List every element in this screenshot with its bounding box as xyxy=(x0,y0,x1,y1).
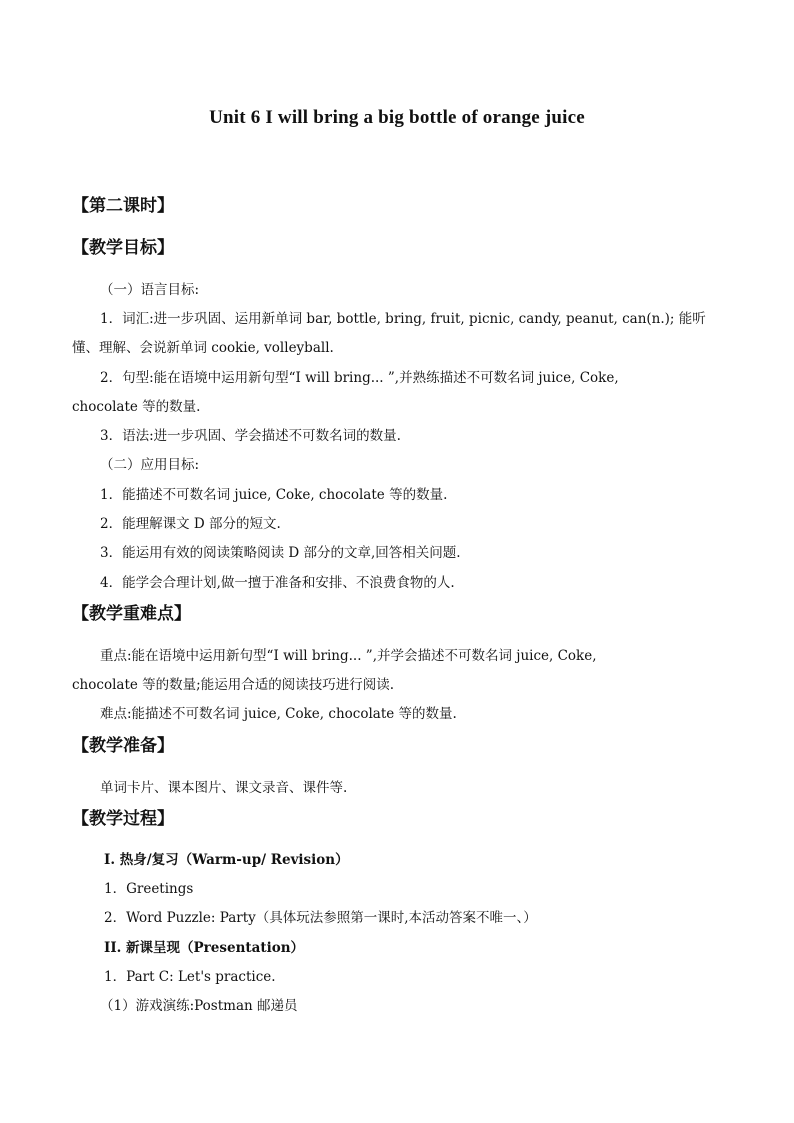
preparation-text: 单词卡片、课本图片、课文录音、课件等. xyxy=(100,780,348,796)
pattern-line-2: chocolate 等的数量. xyxy=(72,399,201,415)
preparation-heading: 【教学准备】 xyxy=(72,736,174,756)
application-item-3: 3．能运用有效的阅读策略阅读 D 部分的文章,回答相关问题. xyxy=(100,545,461,561)
pattern-line-1: 2．句型:能在语境中运用新句型“I will bring... ”,并熟练描述不可数名词 juice, Coke, xyxy=(100,370,619,386)
presentation-item-1-sub: （1）游戏演练:Postman 邮递员 xyxy=(100,998,298,1014)
application-item-4: 4．能学会合理计划,做一擅于准备和安排、不浪费食物的人. xyxy=(100,575,455,591)
focus-line-1: 重点:能在语境中运用新句型“I will bring... ”,并学会描述不可数名词 juice, Coke, xyxy=(100,648,597,664)
lesson-label: 【第二课时】 xyxy=(72,196,174,216)
objectives-heading: 【教学目标】 xyxy=(72,238,174,258)
vocab-line-2: 懂、理解、会说新单词 cookie, volleyball. xyxy=(72,340,334,356)
section-warm-up: I. 热身/复习（Warm-up/ Revision） xyxy=(104,852,349,868)
focus-line-2: chocolate 等的数量;能运用合适的阅读技巧进行阅读. xyxy=(72,677,394,693)
application-objectives-heading: （二）应用目标: xyxy=(100,457,200,473)
warm-up-item-1: 1．Greetings xyxy=(104,881,194,897)
difficulty-line: 难点:能描述不可数名词 juice, Coke, chocolate 等的数量. xyxy=(100,706,457,722)
document-title: Unit 6 I will bring a big bottle of orange juice xyxy=(209,107,585,128)
key-points-heading: 【教学重难点】 xyxy=(72,604,191,624)
vocab-line-1: 1．词汇:进一步巩固、运用新单词 bar, bottle, bring, fruit, picnic, candy, peanut, can(n.); 能听 xyxy=(100,311,706,327)
grammar-line: 3．语法:进一步巩固、学会描述不可数名词的数量. xyxy=(100,428,401,444)
application-item-2: 2．能理解课文 D 部分的短文. xyxy=(100,516,281,532)
language-objectives-heading: （一）语言目标: xyxy=(100,282,200,298)
presentation-item-1: 1．Part C: Let's practice. xyxy=(104,969,276,985)
warm-up-item-2: 2．Word Puzzle: Party（具体玩法参照第一课时,本活动答案不唯一、） xyxy=(104,910,537,926)
process-heading: 【教学过程】 xyxy=(72,809,174,829)
application-item-1: 1．能描述不可数名词 juice, Coke, chocolate 等的数量. xyxy=(100,487,448,503)
section-presentation: II. 新课呈现（Presentation） xyxy=(104,940,305,956)
